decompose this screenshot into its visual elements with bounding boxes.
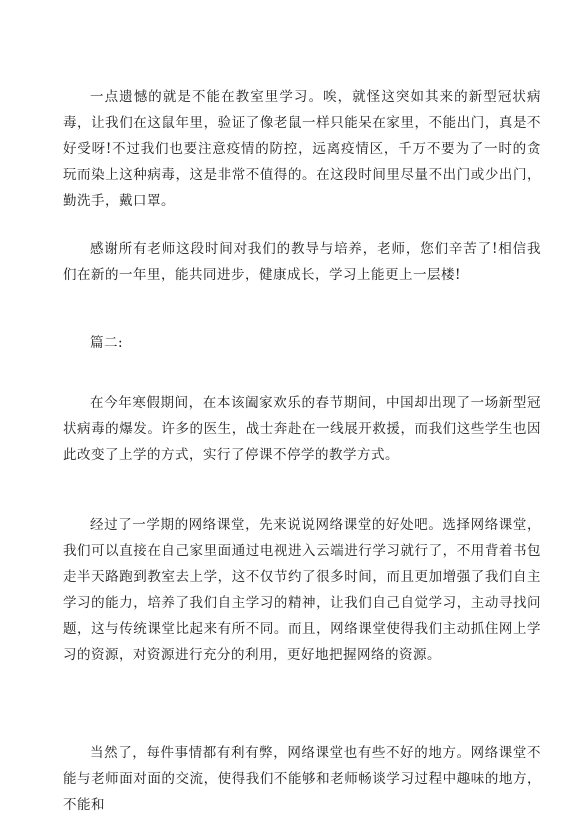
- paragraph-online-class-benefits: 经过了一学期的网络课堂，先来说说网络课堂的好处吧。选择网络课堂，我们可以直接在自己家里面通过电视进入云端进行学习就行了，不用背着书包走半天路跑到教室去上学，这不仅节约了很多时间，而且更加增强了我们自主学习的能力，培养了我们自主学习的精神，让我们自己自觉学习，主动寻找问题，这与传统课堂比起来有所不同。而且，网络课堂使得我们主动抓住网上学习的资源，对资源进行充分的利用，更好地把握网络的资源。: [63, 517, 541, 663]
- paragraph-online-class-drawbacks: 当然了，每件事情都有利有弊，网络课堂也有些不好的地方。网络课堂不能与老师面对面的交流，使得我们不能够和老师畅谈学习过程中趣味的地方，不能和: [63, 745, 541, 813]
- paragraph-winter-break: 在今年寒假期间，在本该阖家欢乐的春节期间，中国却出现了一场新型冠状病毒的爆发。许多的医生，战士奔赴在一线展开救援，而我们这些学生也因此改变了上学的方式，实行了停课不停学的教学方式。: [63, 395, 541, 463]
- section-heading: 篇二:: [90, 335, 124, 351]
- paragraph-thanks: 感谢所有老师这段时间对我们的教导与培养，老师，您们辛苦了!相信我们在新的一年里，能共同进步，健康成长，学习上能更上一层楼!: [63, 241, 541, 283]
- paragraph-regret: 一点遗憾的就是不能在教室里学习。唉，就怪这突如其来的新型冠状病毒，让我们在这鼠年里，验证了像老鼠一样只能呆在家里，不能出门，真是不好受呀!不过我们也要注意疫情的防控，远离疫情区，千万不要为了一时的贪玩而染上这种病毒，这是非常不值得的。在这段时间里尽量不出门或少出门，勤洗手，戴口罩。: [63, 89, 541, 209]
